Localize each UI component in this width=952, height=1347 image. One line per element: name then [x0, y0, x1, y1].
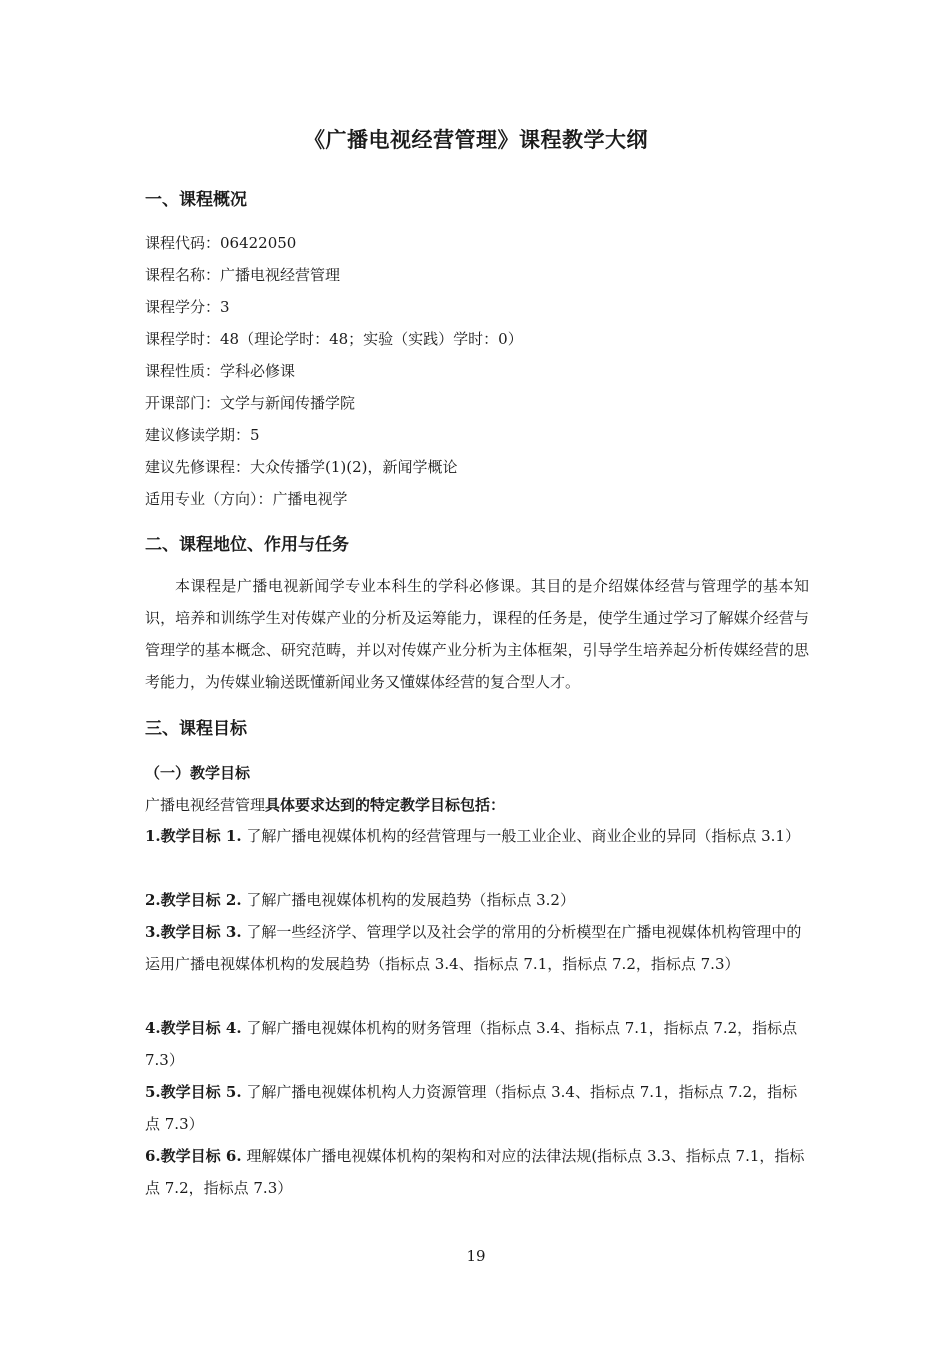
- course-code-line: 课程代码：06422050: [145, 234, 297, 252]
- goal-label: 6.教学目标 6.: [145, 1147, 242, 1165]
- page-number: 19: [466, 1247, 486, 1265]
- goal-item-5: [145, 1076, 809, 1140]
- goals-intro-bold: 具体要求达到的特定教学目标包括：: [265, 796, 506, 814]
- course-department-line: 开课部门：文学与新闻传播学院: [145, 394, 356, 412]
- page-title: 《广播电视经营管理》课程教学大纲: [304, 127, 648, 152]
- goal-text: 了解广播电视媒体机构的发展趋势（指标点 3.2）: [241, 891, 575, 909]
- goal-item-2: [145, 884, 809, 916]
- goal-text: 了解广播电视媒体机构的经营管理与一般工业企业、商业企业的异同（指标点 3.1）: [241, 827, 800, 845]
- goal-label: 4.教学目标 4.: [145, 1019, 242, 1037]
- goal-item-4: [145, 1012, 809, 1076]
- course-nature-line: 课程性质：学科必修课: [145, 362, 296, 380]
- section-heading-goals: 三、课程目标: [145, 719, 247, 739]
- section-heading-position: 二、课程地位、作用与任务: [145, 535, 349, 555]
- section-heading-overview: 一、课程概况: [145, 190, 247, 210]
- course-semester-line: 建议修读学期：5: [145, 426, 260, 444]
- goal-label: 3.教学目标 3.: [145, 923, 242, 941]
- course-name-line: 课程名称：广播电视经营管理: [145, 266, 341, 284]
- course-major-line: 适用专业（方向）：广播电视学: [145, 490, 348, 508]
- goal-text: 了解广播电视媒体机构人力资源管理（指标点 3.4、指标点 7.1，指标点 7.2，指标点 7.3）: [145, 1083, 798, 1133]
- goal-label: 1.教学目标 1.: [145, 827, 242, 845]
- goal-text: 了解广播电视媒体机构的财务管理（指标点 3.4、指标点 7.1，指标点 7.2，指标点 7.3）: [145, 1019, 798, 1069]
- course-credit-line: 课程学分：3: [145, 298, 230, 316]
- position-paragraph: 本课程是广播电视新闻学专业本科生的学科必修课。其目的是介绍媒体经营与管理学的基本知识，培养和训练学生对传媒产业的分析及运筹能力，课程的任务是，使学生通过学习了解媒介经营与管理学的基本概念、研究范畴，并以对传媒产业分析为主体框架，引导学生培养起分析传媒经营的思考能力，为传媒业输送既懂新闻业务又懂媒体经营的复合型人才。: [145, 577, 809, 691]
- goals-intro-plain: 广播电视经营管理: [145, 796, 266, 814]
- goal-item-1: [145, 820, 809, 852]
- goal-label: 5.教学目标 5.: [145, 1083, 242, 1101]
- goal-item-6: [145, 1140, 809, 1204]
- goals-intro: [145, 794, 505, 815]
- goal-text: 理解媒体广播电视媒体机构的架构和对应的法律法规(指标点 3.3、指标点 7.1，指标点 7.2，指标点 7.3）: [145, 1147, 805, 1197]
- course-hours-line: 课程学时：48（理论学时：48；实验（实践）学时：0）: [145, 330, 523, 348]
- subsection-heading-teaching-goals: （一）教学目标: [145, 764, 251, 782]
- course-prerequisite-line: 建议先修课程：大众传播学(1)(2)，新闻学概论: [145, 458, 458, 476]
- goal-text: 了解一些经济学、管理学以及社会学的常用的分析模型在广播电视媒体机构管理中的运用广播电视媒体机构的发展趋势（指标点 3.4、指标点 7.1，指标点 7.2，指标点 7.3）: [145, 923, 802, 973]
- goal-label: 2.教学目标 2.: [145, 891, 242, 909]
- goal-item-3: [145, 916, 809, 980]
